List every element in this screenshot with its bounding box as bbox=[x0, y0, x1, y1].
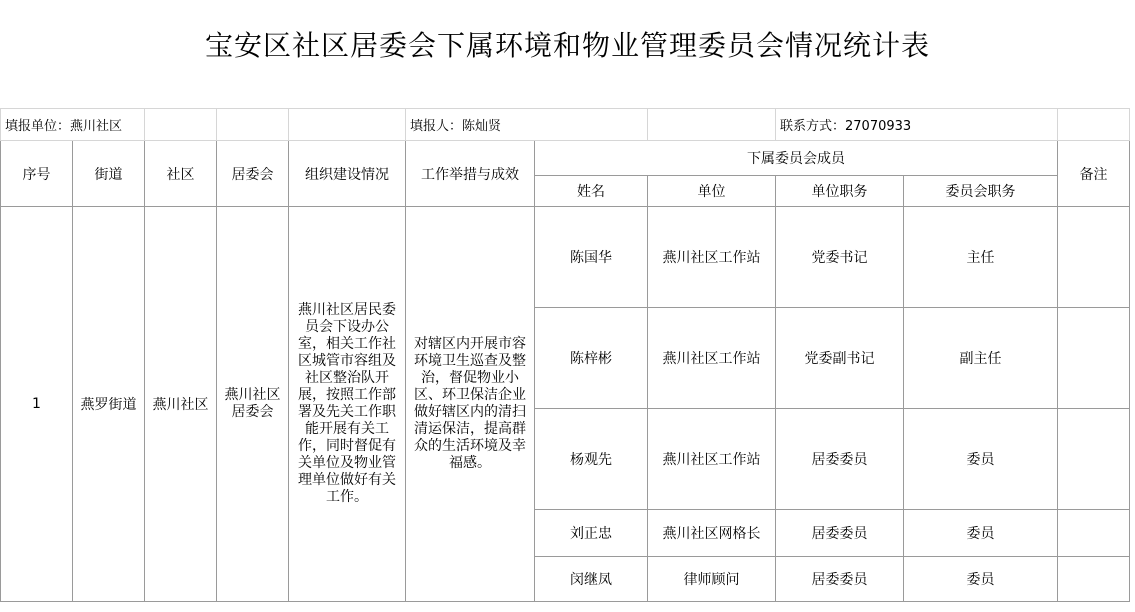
title-spacer bbox=[0, 88, 1135, 108]
member-name[interactable]: 杨观先 bbox=[535, 409, 648, 510]
member-unit-position[interactable]: 党委书记 bbox=[776, 207, 904, 308]
cell-org[interactable] bbox=[289, 207, 406, 602]
info-cell[interactable] bbox=[648, 109, 776, 141]
member-committee-position[interactable]: 委员 bbox=[904, 409, 1058, 510]
header-committee-position[interactable]: 委员会职务 bbox=[904, 176, 1058, 207]
header-org[interactable]: 组织建设情况 bbox=[289, 141, 406, 207]
header-committee[interactable]: 居委会 bbox=[217, 141, 289, 207]
member-unit[interactable]: 燕川社区工作站 bbox=[648, 409, 776, 510]
statistics-table bbox=[0, 108, 1130, 602]
member-remark[interactable] bbox=[1058, 207, 1130, 308]
member-unit-position[interactable]: 居委委员 bbox=[776, 557, 904, 602]
cell-seq[interactable]: 1 bbox=[1, 207, 73, 602]
cell-work[interactable] bbox=[406, 207, 535, 602]
cell-community[interactable]: 燕川社区 bbox=[145, 207, 217, 602]
header-members-group[interactable]: 下属委员会成员 bbox=[535, 141, 1058, 176]
table-row bbox=[1, 207, 1130, 308]
header-row-1 bbox=[1, 141, 1130, 176]
work-text: 对辖区内开展市容环境卫生巡查及整治，督促物业小区、环卫保洁企业做好辖区内的清扫清运保洁，提高群众的生活环境及幸福感。 bbox=[414, 336, 526, 471]
report-unit[interactable]: 填报单位：燕川社区 bbox=[1, 109, 145, 141]
member-remark[interactable] bbox=[1058, 409, 1130, 510]
header-street[interactable]: 街道 bbox=[73, 141, 145, 207]
cell-street[interactable]: 燕罗街道 bbox=[73, 207, 145, 602]
header-community[interactable]: 社区 bbox=[145, 141, 217, 207]
org-text: 燕川社区居民委员会下设办公室，相关工作社区城管市容组及社区整治队开展，按照工作部署及先关工作职能开展有关工作，同时督促有关单位及物业管理单位做好有关工作。 bbox=[298, 302, 396, 505]
info-row bbox=[1, 109, 1130, 141]
member-unit[interactable]: 燕川社区网格长 bbox=[648, 510, 776, 557]
info-cell[interactable] bbox=[145, 109, 217, 141]
info-cell[interactable] bbox=[217, 109, 289, 141]
reporter[interactable]: 填报人：陈灿贤 bbox=[406, 109, 648, 141]
member-committee-position[interactable]: 委员 bbox=[904, 510, 1058, 557]
member-unit-position[interactable]: 党委副书记 bbox=[776, 308, 904, 409]
info-cell[interactable] bbox=[289, 109, 406, 141]
member-committee-position[interactable]: 主任 bbox=[904, 207, 1058, 308]
member-committee-position[interactable]: 委员 bbox=[904, 557, 1058, 602]
member-unit-position[interactable]: 居委委员 bbox=[776, 510, 904, 557]
member-unit-position[interactable]: 居委委员 bbox=[776, 409, 904, 510]
member-unit[interactable]: 燕川社区工作站 bbox=[648, 207, 776, 308]
member-unit[interactable]: 燕川社区工作站 bbox=[648, 308, 776, 409]
info-cell[interactable] bbox=[1058, 109, 1130, 141]
header-seq[interactable]: 序号 bbox=[1, 141, 73, 207]
member-name[interactable]: 陈国华 bbox=[535, 207, 648, 308]
header-unit[interactable]: 单位 bbox=[648, 176, 776, 207]
header-remark[interactable]: 备注 bbox=[1058, 141, 1130, 207]
member-name[interactable]: 闵继凤 bbox=[535, 557, 648, 602]
member-remark[interactable] bbox=[1058, 557, 1130, 602]
header-work[interactable]: 工作举措与成效 bbox=[406, 141, 535, 207]
committee-text: 燕川社区居委会 bbox=[224, 387, 281, 420]
member-remark[interactable] bbox=[1058, 308, 1130, 409]
contact-info[interactable]: 联系方式：27070933 bbox=[776, 109, 1058, 141]
cell-committee[interactable] bbox=[217, 207, 289, 602]
member-remark[interactable] bbox=[1058, 510, 1130, 557]
member-committee-position[interactable]: 副主任 bbox=[904, 308, 1058, 409]
member-unit[interactable]: 律师顾问 bbox=[648, 557, 776, 602]
member-name[interactable]: 刘正忠 bbox=[535, 510, 648, 557]
page-title: 宝安区社区居委会下属环境和物业管理委员会情况统计表 bbox=[204, 29, 930, 62]
header-unit-position[interactable]: 单位职务 bbox=[776, 176, 904, 207]
member-name[interactable]: 陈梓彬 bbox=[535, 308, 648, 409]
header-name[interactable]: 姓名 bbox=[535, 176, 648, 207]
